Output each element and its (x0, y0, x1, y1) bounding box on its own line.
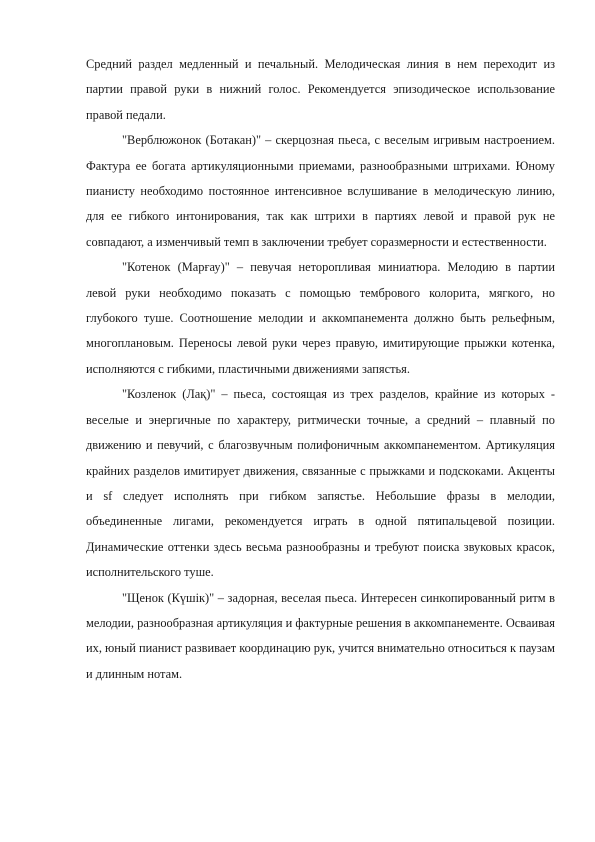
paragraph-kitten: "Котенок (Марғау)" – певучая неторопливая миниатюра. Мелодию в партии левой руки необходимо показать с помощью тембрового колорита, мягкого, но глубокого туше. Соотношение мелодии и аккомпанемента должно быть рельефным, многоплановым. Переносы левой руки через правую, имитирующие прыжки котенка, исполняются с гибкими, пластичными движениями запястья. (86, 260, 555, 376)
paragraph-goat-kid: "Козленок (Лақ)" – пьеса, состоящая из трех разделов, крайние из которых - веселые и энергичные по характеру, ритмически точные, а средний – плавный по движению и певучий, с благозвучным полифоничным аккомпанементом. Артикуляция крайних разделов имитирует движения, связанные с прыжками и подскоками. Акценты и sf следует исполнять при гибком запястье. Небольшие фразы в мелодии, объединенные лигами, рекомендуется играть в одной пятипальцевой позиции. Динамические оттенки здесь весьма разнообразны и требуют поиска звуковых красок, исполнительского туше. (86, 387, 555, 580)
paragraph-middle-section: Средний раздел медленный и печальный. Мелодическая линия в нем переходит из партии правой руки в нижний голос. Рекомендуется эпизодическое использование правой педали. (86, 57, 555, 122)
document-page (86, 52, 555, 687)
paragraph-puppy: "Щенок (Күшік)" – задорная, веселая пьеса. Интересен синкопированный ритм в мелодии, разнообразная артикуляция и фактурные решения в аккомпанементе. Осваивая их, юный пианист развивает координацию рук, учится внимательно относиться к паузам и длинным нотам. (86, 590, 555, 681)
paragraph-camel: "Верблюжонок (Ботакан)" – скерцозная пьеса, с веселым игривым настроением. Фактура ее богата артикуляционными приемами, разнообразными штрихами. Юному пианисту необходимо постоянное интенсивное вслушивание в мелодическую линию, для ее гибкого интонирования, так как штрихи в партиях левой и правой рук не совпадают, а изменчивый темп в заключении требует соразмерности и естественности. (86, 133, 555, 249)
